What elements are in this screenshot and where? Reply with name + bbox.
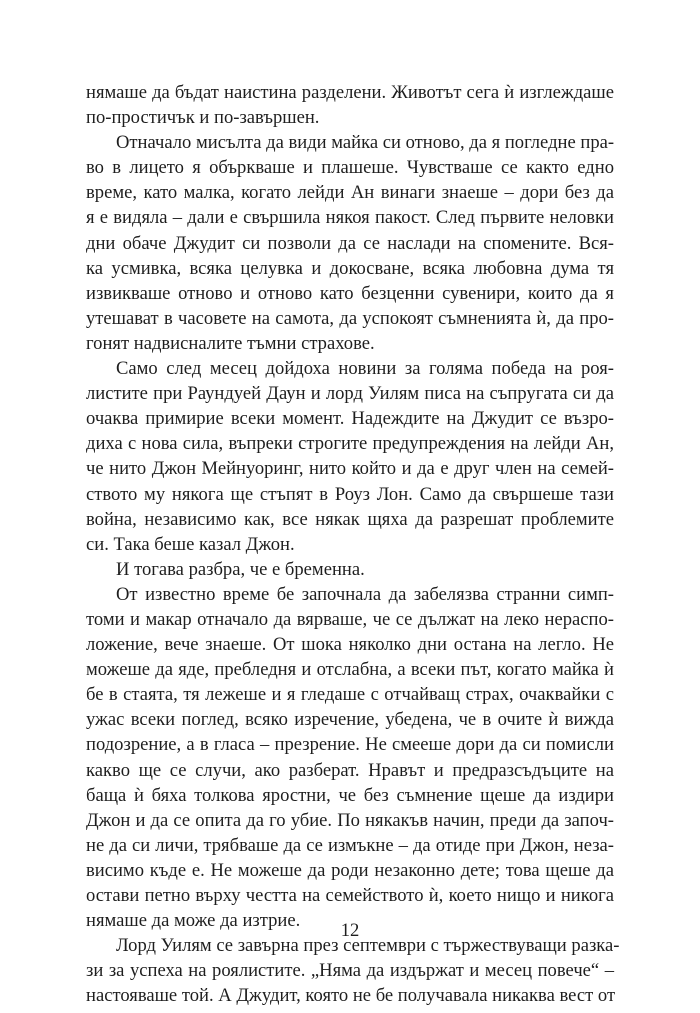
- text-line: ка усмивка, всяка целувка и докосване, всяка любовна дума тя: [86, 257, 614, 279]
- text-line: можеше да яде, пребледня и отслабна, а всеки път, когато майка ѝ: [86, 659, 614, 681]
- text-line: дни обаче Джудит си позволи да се наслади на спомените. Вся-: [86, 232, 614, 254]
- text-line: баща ѝ бяха толкова яростни, че без съмнение щеше да издири: [86, 784, 614, 806]
- text-line: зи за успеха на роялистите. „Няма да издържат и месец повече“ –: [86, 960, 614, 982]
- text-line: ложение, вече знаеше. От шока няколко дни остана на легло. Не: [86, 634, 614, 656]
- text-line: диха с нова сила, въпреки строгите предупреждения на лейди Ан,: [86, 433, 614, 455]
- text-line: бе в стаята, тя лежеше и я гледаше с отчайващ страх, очаквайки с: [86, 684, 614, 706]
- text-line: Само след месец дойдоха новини за голяма победа на роя-: [116, 358, 614, 380]
- text-line: нямаше да може да изтрие.: [86, 910, 301, 932]
- text-line: утешават в часовете на самота, да успокоят съмненията ѝ, да про-: [86, 307, 614, 329]
- page-number: 12: [340, 920, 360, 941]
- text-line: во в лицето я объркваше и плашеше. Чувстваше се както едно: [86, 157, 614, 179]
- text-line: висимо къде е. Не можеше да роди незаконно дете; това щеше да: [86, 859, 614, 881]
- body-text: [86, 80, 620, 1008]
- text-line: време, като малка, когато лейди Ан винаги знаеше – дори без да: [86, 182, 614, 204]
- text-line: си. Така беше казал Джон.: [86, 533, 295, 555]
- text-line: томи и макар отначало да вярваше, че се дължат на леко нераспо-: [86, 608, 614, 630]
- text-line: настояваше той. А Джудит, която не бе получавала никаква вест от: [86, 985, 616, 1007]
- text-line: че нито Джон Мейнуоринг, нито който и да е друг член на семей-: [86, 458, 614, 480]
- text-line: Отначало мисълта да види майка си отново, да я погледне пра-: [116, 132, 615, 154]
- text-line: От известно време бе започнала да забелязва странни симп-: [116, 583, 614, 605]
- text-line: ството му някога ще стъпят в Роуз Лон. Само да свършеше тази: [86, 483, 614, 505]
- text-line: гонят надвисналите тъмни страхове.: [86, 332, 375, 354]
- text-line: война, независимо как, все някак щяха да разрешат проблемите: [86, 508, 614, 530]
- text-line: Джон и да се опита да го убие. По някакъв начин, преди да започ-: [86, 809, 614, 831]
- text-line: по-простичък и по-завършен.: [86, 107, 320, 129]
- text-line: я е видяла – дали е свършила някоя пакост. След първите неловки: [86, 207, 614, 229]
- text-line: не да си личи, трябваше да се измъкне – да отиде при Джон, неза-: [86, 834, 614, 856]
- text-line: И тогава разбра, че е бременна.: [116, 558, 365, 580]
- text-line: очаква примирие всеки момент. Надеждите на Джудит се възро-: [86, 408, 614, 430]
- text-line: ужас всеки поглед, всяко изречение, убедена, че в очите ѝ вижда: [86, 709, 614, 731]
- text-line: остави петно върху честта на семейството ѝ, което нищо и никога: [86, 885, 614, 906]
- text-line: нямаше да бъдат наистина разделени. Животът сега ѝ изглеждаше: [86, 82, 614, 103]
- text-line: листите при Раундуей Даун и лорд Уилям писа на съпругата си да: [86, 383, 614, 405]
- text-line: подозрение, а в гласа – презрение. Не смееше дори да си помисли: [86, 734, 614, 756]
- text-line: Лорд Уилям се завърна през септември с тържествуващи разка-: [116, 935, 620, 957]
- text-line: какво ще се случи, ако разберат. Нравът и предразсъдъците на: [86, 759, 614, 781]
- text-line: извикваше отново и отново като безценни сувенири, които да я: [86, 282, 614, 304]
